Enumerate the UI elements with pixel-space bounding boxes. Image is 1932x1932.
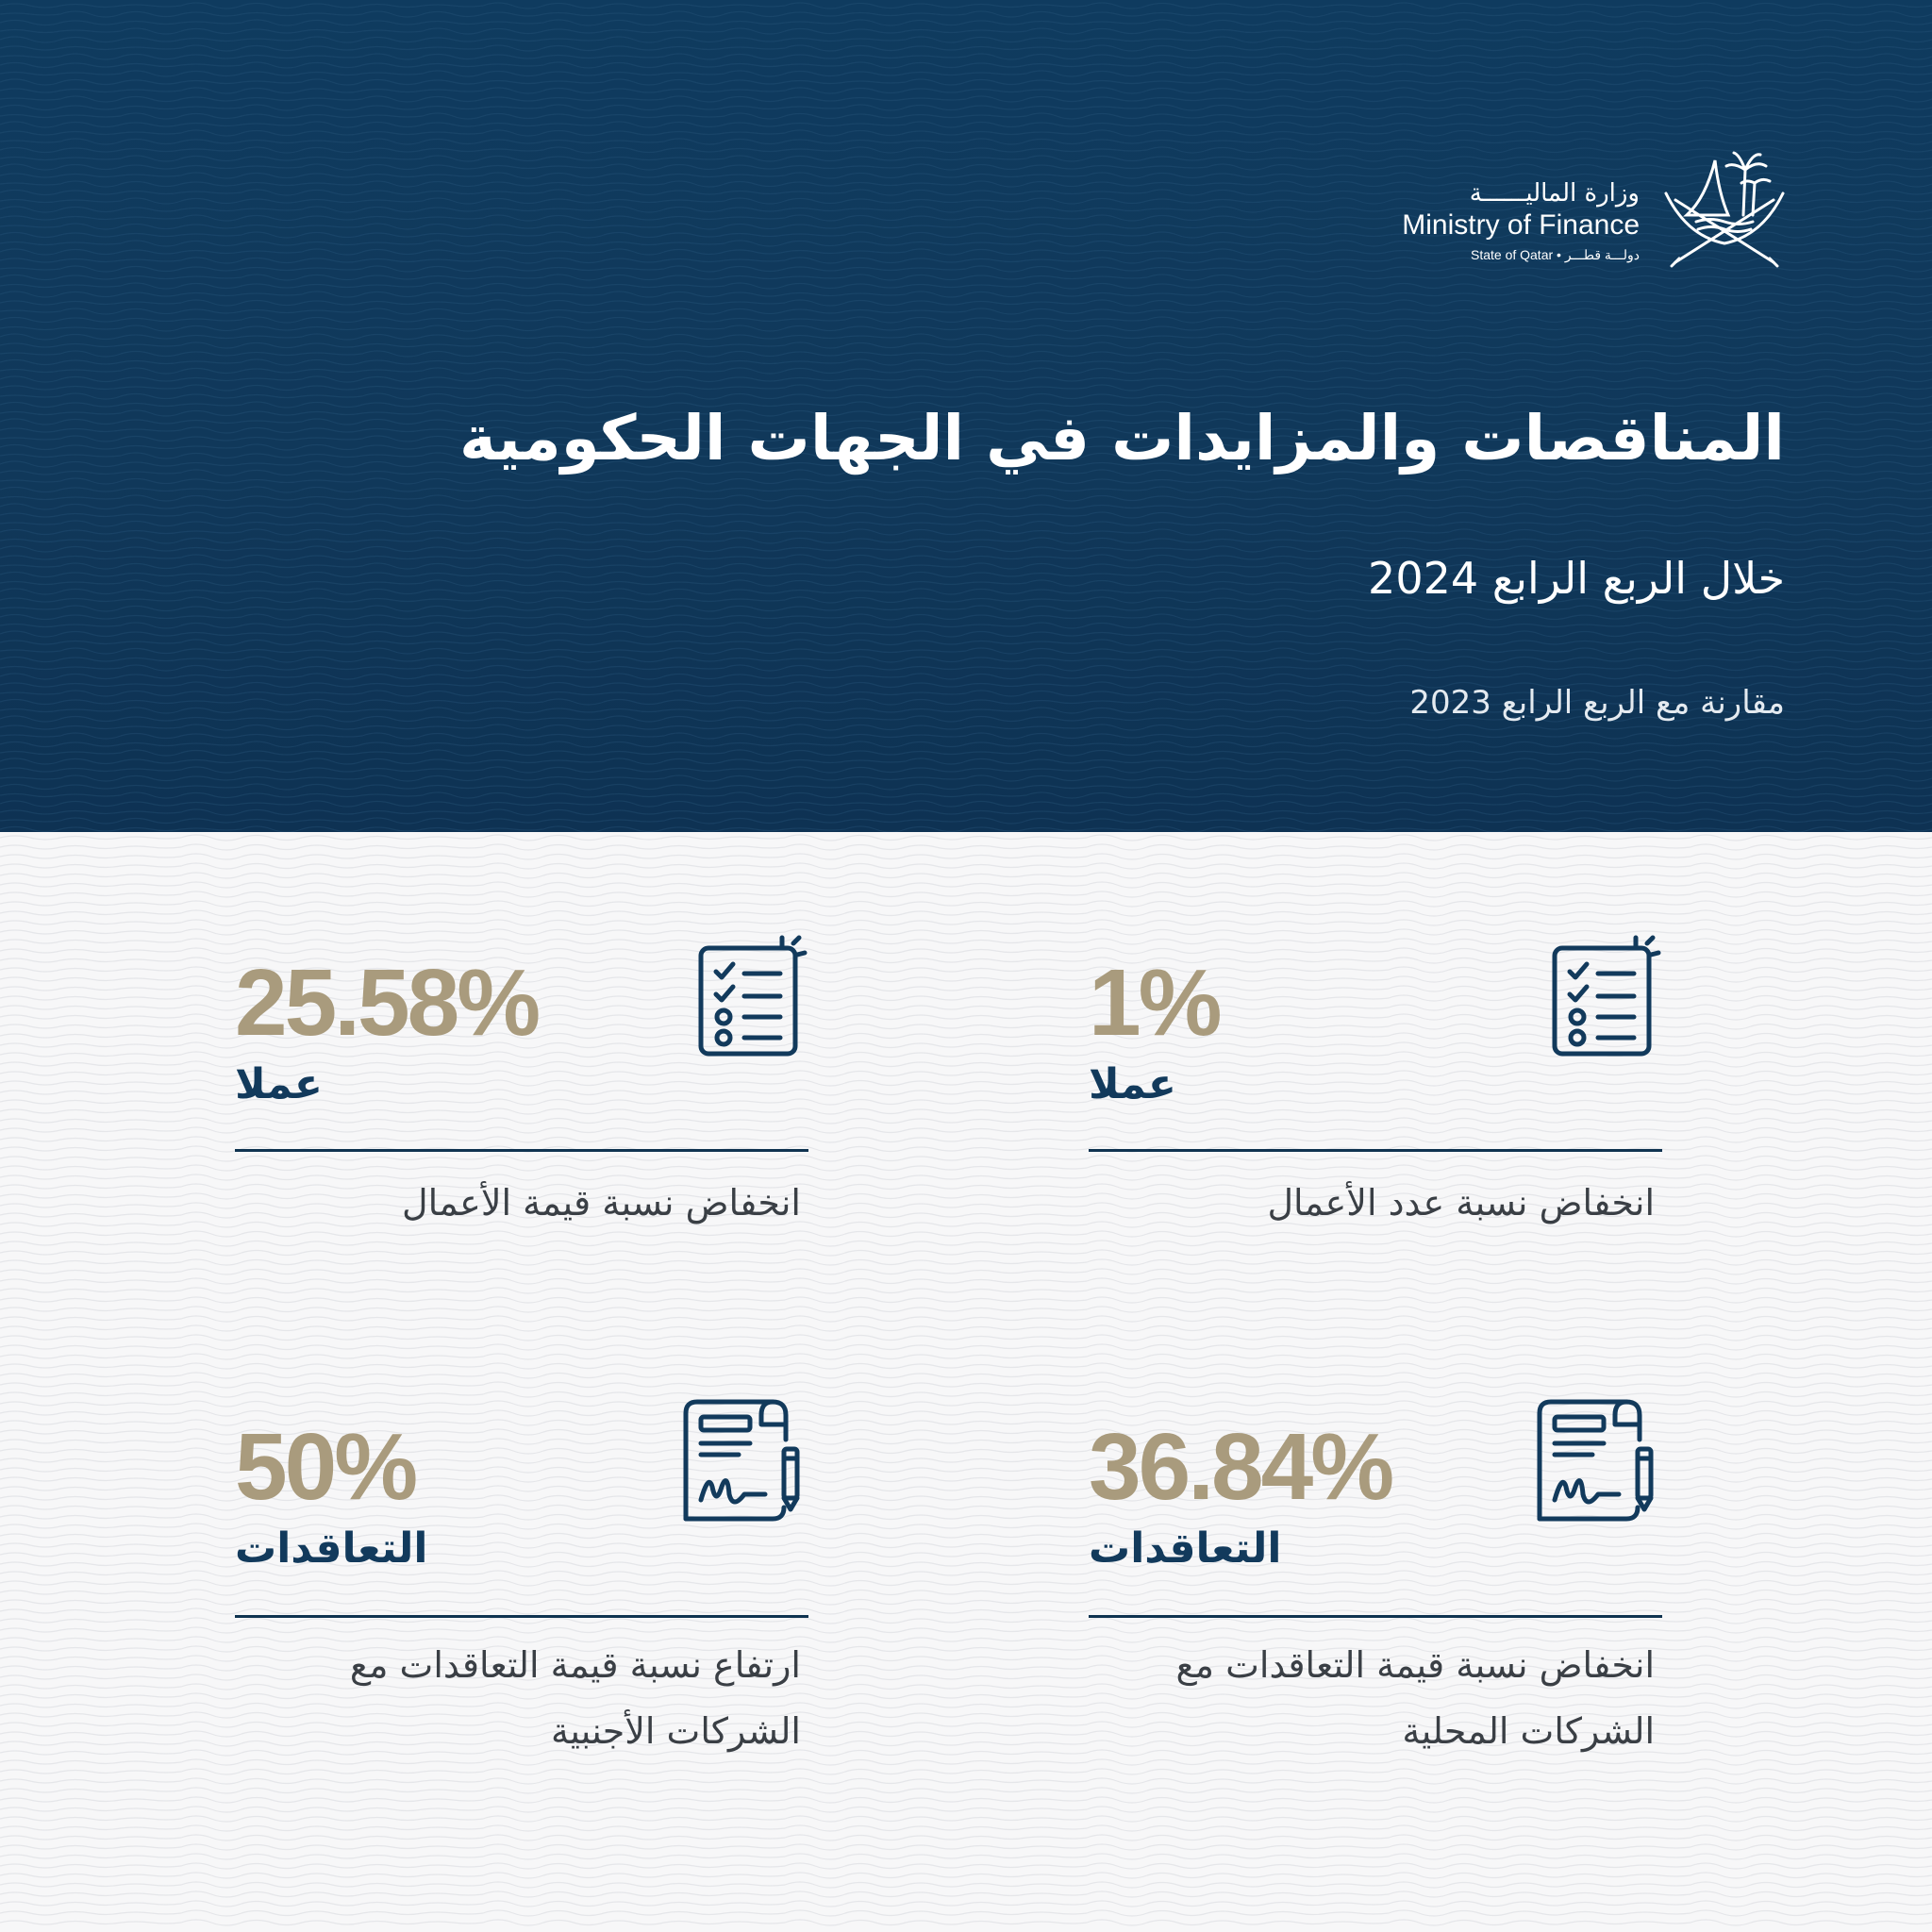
wave-line — [0, 1825, 1932, 1831]
wave-line — [0, 487, 1932, 492]
wave-line — [0, 1844, 1932, 1850]
wave-line — [0, 512, 1932, 518]
wave-line — [0, 122, 1932, 127]
wave-line — [0, 784, 1932, 790]
wave-line — [0, 657, 1932, 662]
wave-line — [0, 317, 1932, 323]
wave-line — [0, 45, 1932, 51]
wave-line — [0, 775, 1932, 781]
qatar-emblem-icon — [1658, 142, 1790, 278]
contract-icon — [1532, 1396, 1664, 1528]
stat-value: 25.58% — [235, 950, 539, 1056]
comparison-note: مقارنة مع الربع الرابع 2023 — [1409, 684, 1785, 722]
wave-line — [0, 631, 1932, 637]
stat-card-local-contracts — [1089, 1396, 1664, 1774]
wave-line — [0, 1778, 1932, 1784]
state-label: State of Qatar • دولـــة قطـــر — [1470, 247, 1640, 262]
wave-line — [0, 1910, 1932, 1916]
wave-line — [0, 844, 1932, 850]
wave-line — [0, 1241, 1932, 1246]
wave-line — [0, 854, 1932, 859]
checklist-icon — [695, 934, 808, 1066]
wave-line — [0, 741, 1932, 747]
wave-line — [0, 1807, 1932, 1812]
wave-line — [0, 62, 1932, 68]
wave-line — [0, 1307, 1932, 1312]
stat-description: انخفاض نسبة قيمة الأعمال — [402, 1182, 801, 1224]
wave-line — [0, 1335, 1932, 1341]
wave-line — [0, 1344, 1932, 1350]
wave-line — [0, 385, 1932, 391]
wave-line — [0, 1854, 1932, 1859]
wave-line — [0, 71, 1932, 76]
wave-line — [0, 648, 1932, 654]
wave-line — [0, 1250, 1932, 1256]
wave-line — [0, 359, 1932, 365]
wave-line — [0, 308, 1932, 314]
divider — [1089, 1149, 1662, 1152]
wave-line — [0, 818, 1932, 824]
wave-line — [0, 130, 1932, 136]
ministry-name-english: Ministry of Finance — [1402, 209, 1640, 241]
period-subtitle: خلال الربع الرابع 2024 — [1368, 553, 1785, 604]
stat-description: ارتفاع نسبة قيمة التعاقدات مع الشركات الأجنبية — [349, 1644, 801, 1752]
wave-line — [0, 750, 1932, 756]
stat-description: انخفاض نسبة عدد الأعمال — [1267, 1182, 1655, 1224]
wave-line — [0, 538, 1932, 543]
wave-line — [0, 28, 1932, 34]
wave-line — [0, 1873, 1932, 1878]
wave-line — [0, 665, 1932, 671]
wave-line — [0, 37, 1932, 42]
page-title: المناقصات والمزايدات في الجهات الحكومية — [458, 402, 1785, 475]
divider — [235, 1149, 808, 1152]
wave-line — [0, 1863, 1932, 1869]
stat-description: انخفاض نسبة قيمة التعاقدات مع الشركات المحلية — [1175, 1644, 1655, 1752]
wave-line — [0, 300, 1932, 306]
wave-line — [0, 1297, 1932, 1303]
wave-line — [0, 640, 1932, 645]
wave-line — [0, 1278, 1932, 1284]
wave-line — [0, 342, 1932, 348]
ministry-wordmark — [1402, 179, 1640, 266]
checklist-icon — [1549, 934, 1662, 1066]
wave-line — [0, 920, 1932, 925]
wave-line — [0, 863, 1932, 869]
wave-line — [0, 495, 1932, 501]
wave-line — [0, 910, 1932, 916]
wave-line — [0, 614, 1932, 620]
wave-line — [0, 113, 1932, 119]
stat-category: عملا — [235, 1060, 323, 1108]
wave-line — [0, 873, 1932, 878]
wave-line — [0, 1325, 1932, 1331]
wave-line — [0, 623, 1932, 628]
wave-line — [0, 758, 1932, 764]
ministry-logo — [1262, 142, 1790, 283]
wave-line — [0, 529, 1932, 535]
wave-line — [0, 325, 1932, 331]
wave-line — [0, 54, 1932, 59]
wave-line — [0, 792, 1932, 798]
wave-line — [0, 376, 1932, 382]
wave-line — [0, 291, 1932, 297]
stat-value: 1% — [1089, 950, 1220, 1056]
wave-line — [0, 368, 1932, 374]
wave-line — [0, 1788, 1932, 1793]
wave-line — [0, 1901, 1932, 1907]
stat-category: التعاقدات — [1089, 1524, 1282, 1573]
wave-line — [0, 1269, 1932, 1274]
wave-line — [0, 809, 1932, 815]
stat-value: 50% — [235, 1414, 416, 1520]
wave-line — [0, 79, 1932, 85]
wave-line — [0, 20, 1932, 25]
wave-line — [0, 3, 1932, 8]
wave-line — [0, 105, 1932, 110]
wave-line — [0, 334, 1932, 340]
wave-line — [0, 521, 1932, 526]
wave-line — [0, 96, 1932, 102]
wave-line — [0, 1891, 1932, 1897]
stat-card-foreign-contracts — [235, 1396, 810, 1774]
stat-card-works-value — [235, 934, 810, 1236]
wave-line — [0, 1920, 1932, 1925]
wave-line — [0, 1882, 1932, 1888]
wave-line — [0, 1316, 1932, 1322]
wave-line — [0, 891, 1932, 897]
wave-line — [0, 1835, 1932, 1840]
stat-card-works-count — [1089, 934, 1664, 1236]
wave-line — [0, 733, 1932, 739]
divider — [235, 1615, 808, 1618]
divider — [1089, 1615, 1662, 1618]
wave-line — [0, 1382, 1932, 1388]
wave-line — [0, 1797, 1932, 1803]
stat-category: عملا — [1089, 1060, 1176, 1108]
wave-line — [0, 504, 1932, 509]
wave-line — [0, 11, 1932, 17]
wave-line — [0, 1259, 1932, 1265]
stat-category: التعاقدات — [235, 1524, 428, 1573]
wave-line — [0, 767, 1932, 773]
ministry-name-arabic: وزارة الماليــــــة — [1469, 179, 1640, 208]
wave-line — [0, 801, 1932, 807]
stat-value: 36.84% — [1089, 1414, 1392, 1520]
wave-line — [0, 835, 1932, 841]
wave-line — [0, 351, 1932, 357]
wave-line — [0, 1354, 1932, 1359]
contract-icon — [678, 1396, 810, 1528]
wave-line — [0, 283, 1932, 289]
wave-line — [0, 1288, 1932, 1293]
header-banner — [0, 0, 1932, 832]
wave-line — [0, 1363, 1932, 1369]
wave-line — [0, 901, 1932, 907]
wave-line — [0, 1373, 1932, 1378]
wave-line — [0, 88, 1932, 93]
wave-line — [0, 882, 1932, 888]
wave-line — [0, 1816, 1932, 1822]
